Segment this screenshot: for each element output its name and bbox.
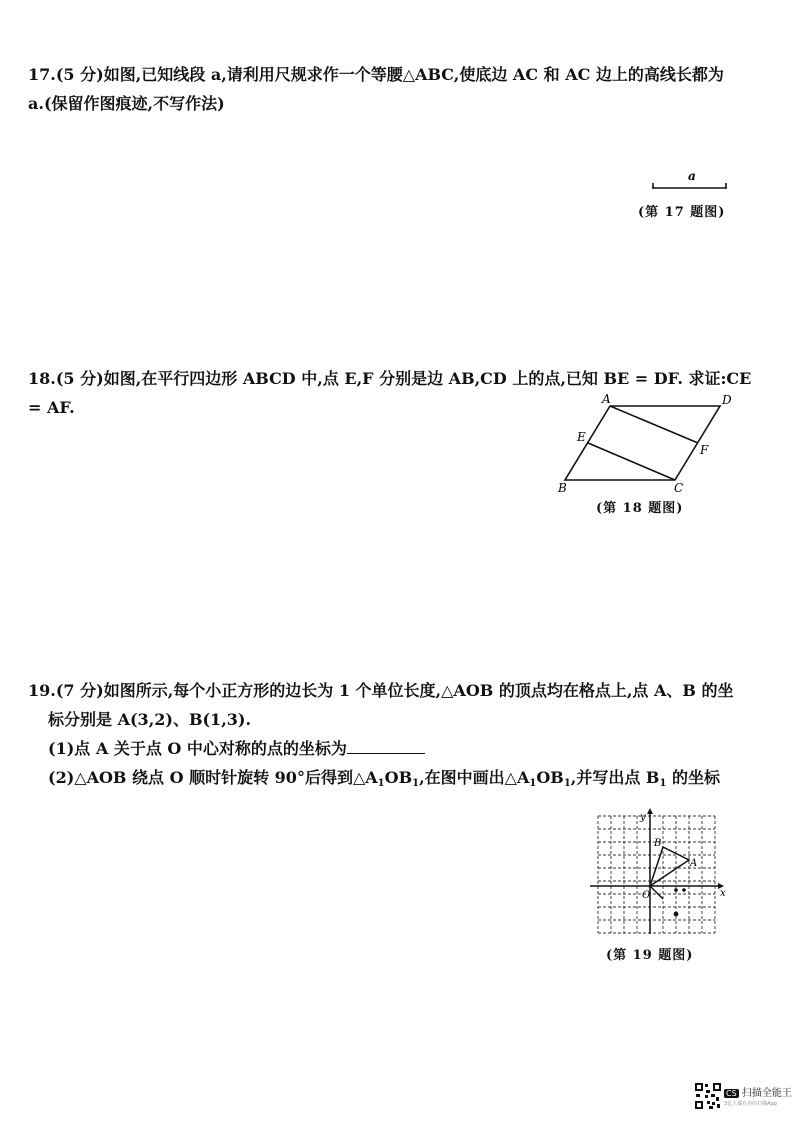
segment-af (610, 406, 698, 443)
student-mark-dot (674, 888, 678, 892)
label-b: B (558, 481, 567, 495)
coordinate-grid-figure (586, 806, 726, 938)
origin-label: O (642, 890, 651, 901)
segment-a-figure (648, 168, 732, 196)
label-e: E (577, 430, 586, 444)
q19-line2: 标分别是 A(3,2)、B(1,3). (48, 710, 252, 729)
point-b-label: B (654, 838, 662, 849)
q17-line2: a.(保留作图痕迹,不写作法) (28, 94, 225, 113)
q19-part1: (1)点 A 关于点 O 中心对称的点的坐标为 (28, 734, 758, 763)
student-mark-dot (682, 888, 686, 892)
segment-ce (588, 443, 675, 480)
question-19 (28, 676, 758, 798)
label-a: A (602, 392, 611, 406)
student-mark-dot (674, 912, 679, 917)
qr-code-icon (694, 1082, 722, 1110)
label-d: D (722, 393, 732, 407)
q17-line1: 17.(5 分)如图,已知线段 a,请利用尺规求作一个等腰△ABC,使底边 AC 和 AC 边上的高线长都为 (28, 65, 724, 84)
q19-line1: 19.(7 分)如图所示,每个小正方形的边长为 1 个单位长度,△AOB 的顶点均在格点上,点 A、B 的坐 (28, 681, 734, 700)
q19-part2: (2)△AOB 绕点 O 顺时针旋转 90°后得到$\triangle A_1OB_1$,在图中画出$\triangle A_1OB_1$,并写出点 $B_1$ 的坐标 (48, 768, 720, 789)
segment-a-label: a (688, 169, 696, 183)
point-a-label: A (690, 858, 698, 869)
y-axis-label: y (640, 812, 646, 823)
q18-caption: (第 18 题图) (596, 501, 684, 516)
label-f: F (700, 443, 709, 457)
parallelogram-figure (550, 388, 750, 498)
y-axis-arrow (647, 808, 653, 814)
label-c: C (674, 481, 684, 495)
answer-blank[interactable] (347, 739, 425, 754)
watermark-logo-icon: CS (726, 1089, 737, 1098)
grid-lines (598, 816, 715, 933)
x-axis-label: x (720, 888, 726, 899)
q19-caption: (第 19 题图) (606, 948, 694, 963)
scanner-watermark: CS 扫描全能王 3亿人都在用的扫描App (724, 1088, 792, 1107)
triangle-aob (650, 847, 689, 886)
q17-caption: (第 17 题图) (638, 205, 726, 220)
q18-line1: 18.(5 分)如图,在平行四边形 ABCD 中,点 E,F 分别是边 AB,CD 上的点,已知 BE = DF. 求证:CE = AF. (28, 369, 752, 417)
question-17 (28, 60, 758, 118)
student-mark-line (650, 886, 663, 899)
